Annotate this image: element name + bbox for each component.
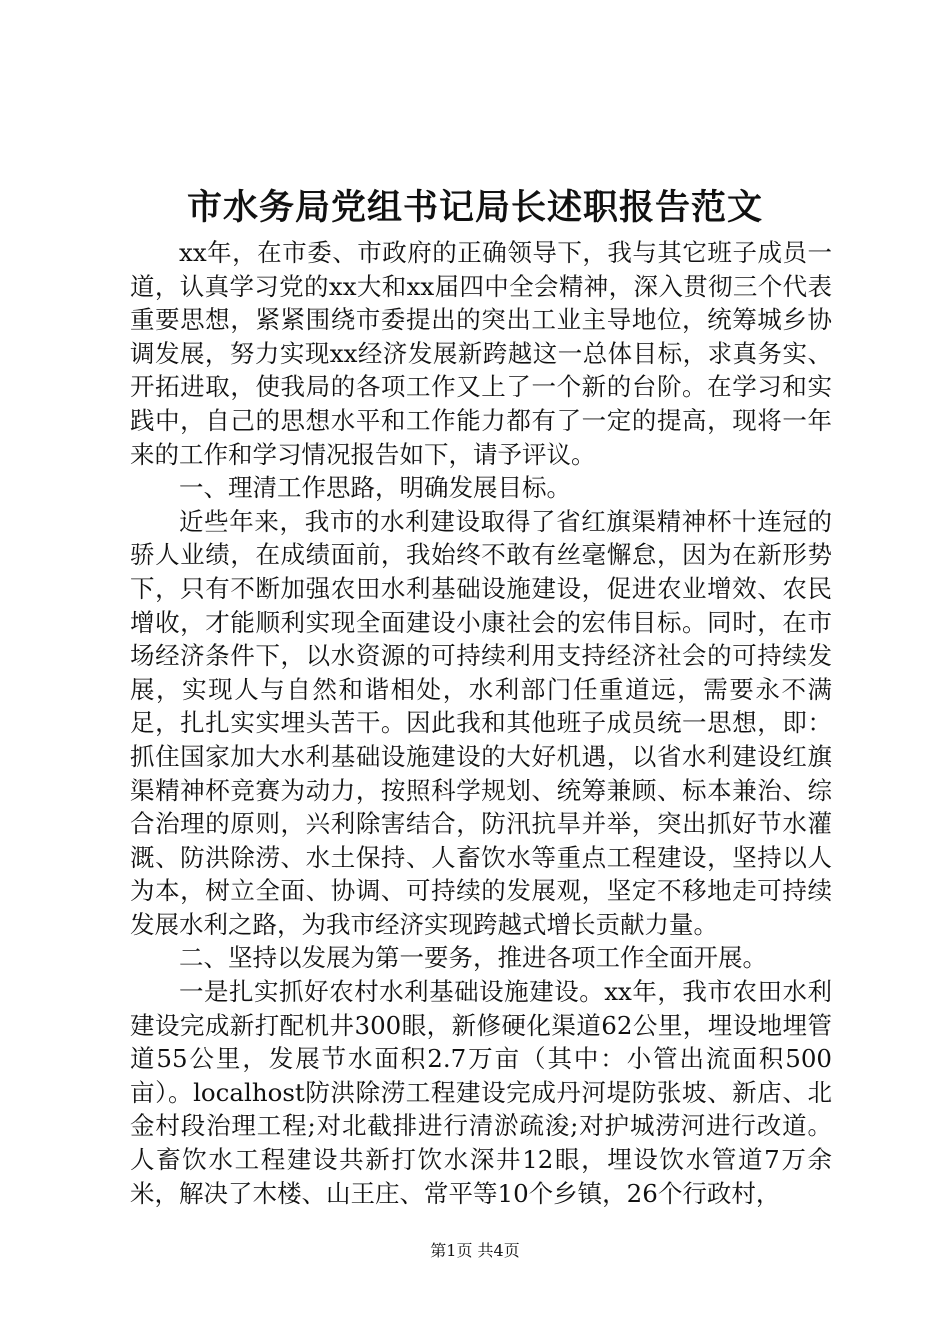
paragraph-section-1: 近些年来，我市的水利建设取得了省红旗渠精神杯十连冠的骄人业绩，在成绩面前，我始终不敢有丝毫懈怠，因为在新形势下，只有不断加强农田水利基础设施建设，促进农业增效、农民增收，才能顺利实现全面建设小康社会的宏伟目标。同时，在市场经济条件下，以水资源的可持续利用支持经济社会的可持续发展，实现人与自然和谐相处，水利部门任重道远，需要永不满足，扎扎实实埋头苦干。因此我和其他班子成员统一思想，即：抓住国家加大水利基础设施建设的大好机遇，以省水利建设红旗渠精神杯竞赛为动力，按照科学规划、统筹兼顾、标本兼治、综合治理的原则，兴利除害结合，防汛抗旱并举，突出抓好节水灌溉、防洪除涝、水土保持、人畜饮水等重点工程建设，坚持以人为本，树立全面、协调、可持续的发展观，坚定不移地走可持续发展水利之路，为我市经济实现跨越式增长贡献力量。 — [130, 506, 832, 939]
section-heading-1: 一、理清工作思路，明确发展目标。 — [179, 473, 571, 503]
document-body — [130, 236, 832, 1210]
paragraph-section-2: 一是扎实抓好农村水利基础设施建设。xx年，我市农田水利建设完成新打配机井300眼，新修硬化渠道62公里，埋设地埋管道55公里，发展节水面积2.7万亩（其中：小管出流面积500亩）。localhost防洪除涝工程建设完成丹河堤防张坡、新店、北金村段治理工程;对北截排进行清淤疏浚;对护城涝河进行改道。人畜饮水工程建设共新打饮水深井12眼，埋设饮水管道7万余米，解决了木楼、山王庄、常平等10个乡镇，26个行政村， — [130, 977, 832, 1208]
document-title: 市水务局党组书记局长述职报告范文 — [186, 187, 763, 228]
paragraph-intro: xx年，在市委、市政府的正确领导下，我与其它班子成员一道，认真学习党的xx大和xx届四中全会精神，深入贯彻三个代表重要思想，紧紧围绕市委提出的突出工业主导地位，统筹城乡协调发展，努力实现xx经济发展新跨越这一总体目标，求真务实、开拓进取，使我局的各项工作又上了一个新的台阶。在学习和实践中，自己的思想水平和工作能力都有了一定的提高，现将一年来的工作和学习情况报告如下，请予评议。 — [130, 238, 832, 469]
section-heading-2: 二、坚持以发展为第一要务，推进各项工作全面开展。 — [179, 943, 767, 973]
page-footer: 第1页 共4页 — [430, 1241, 520, 1260]
